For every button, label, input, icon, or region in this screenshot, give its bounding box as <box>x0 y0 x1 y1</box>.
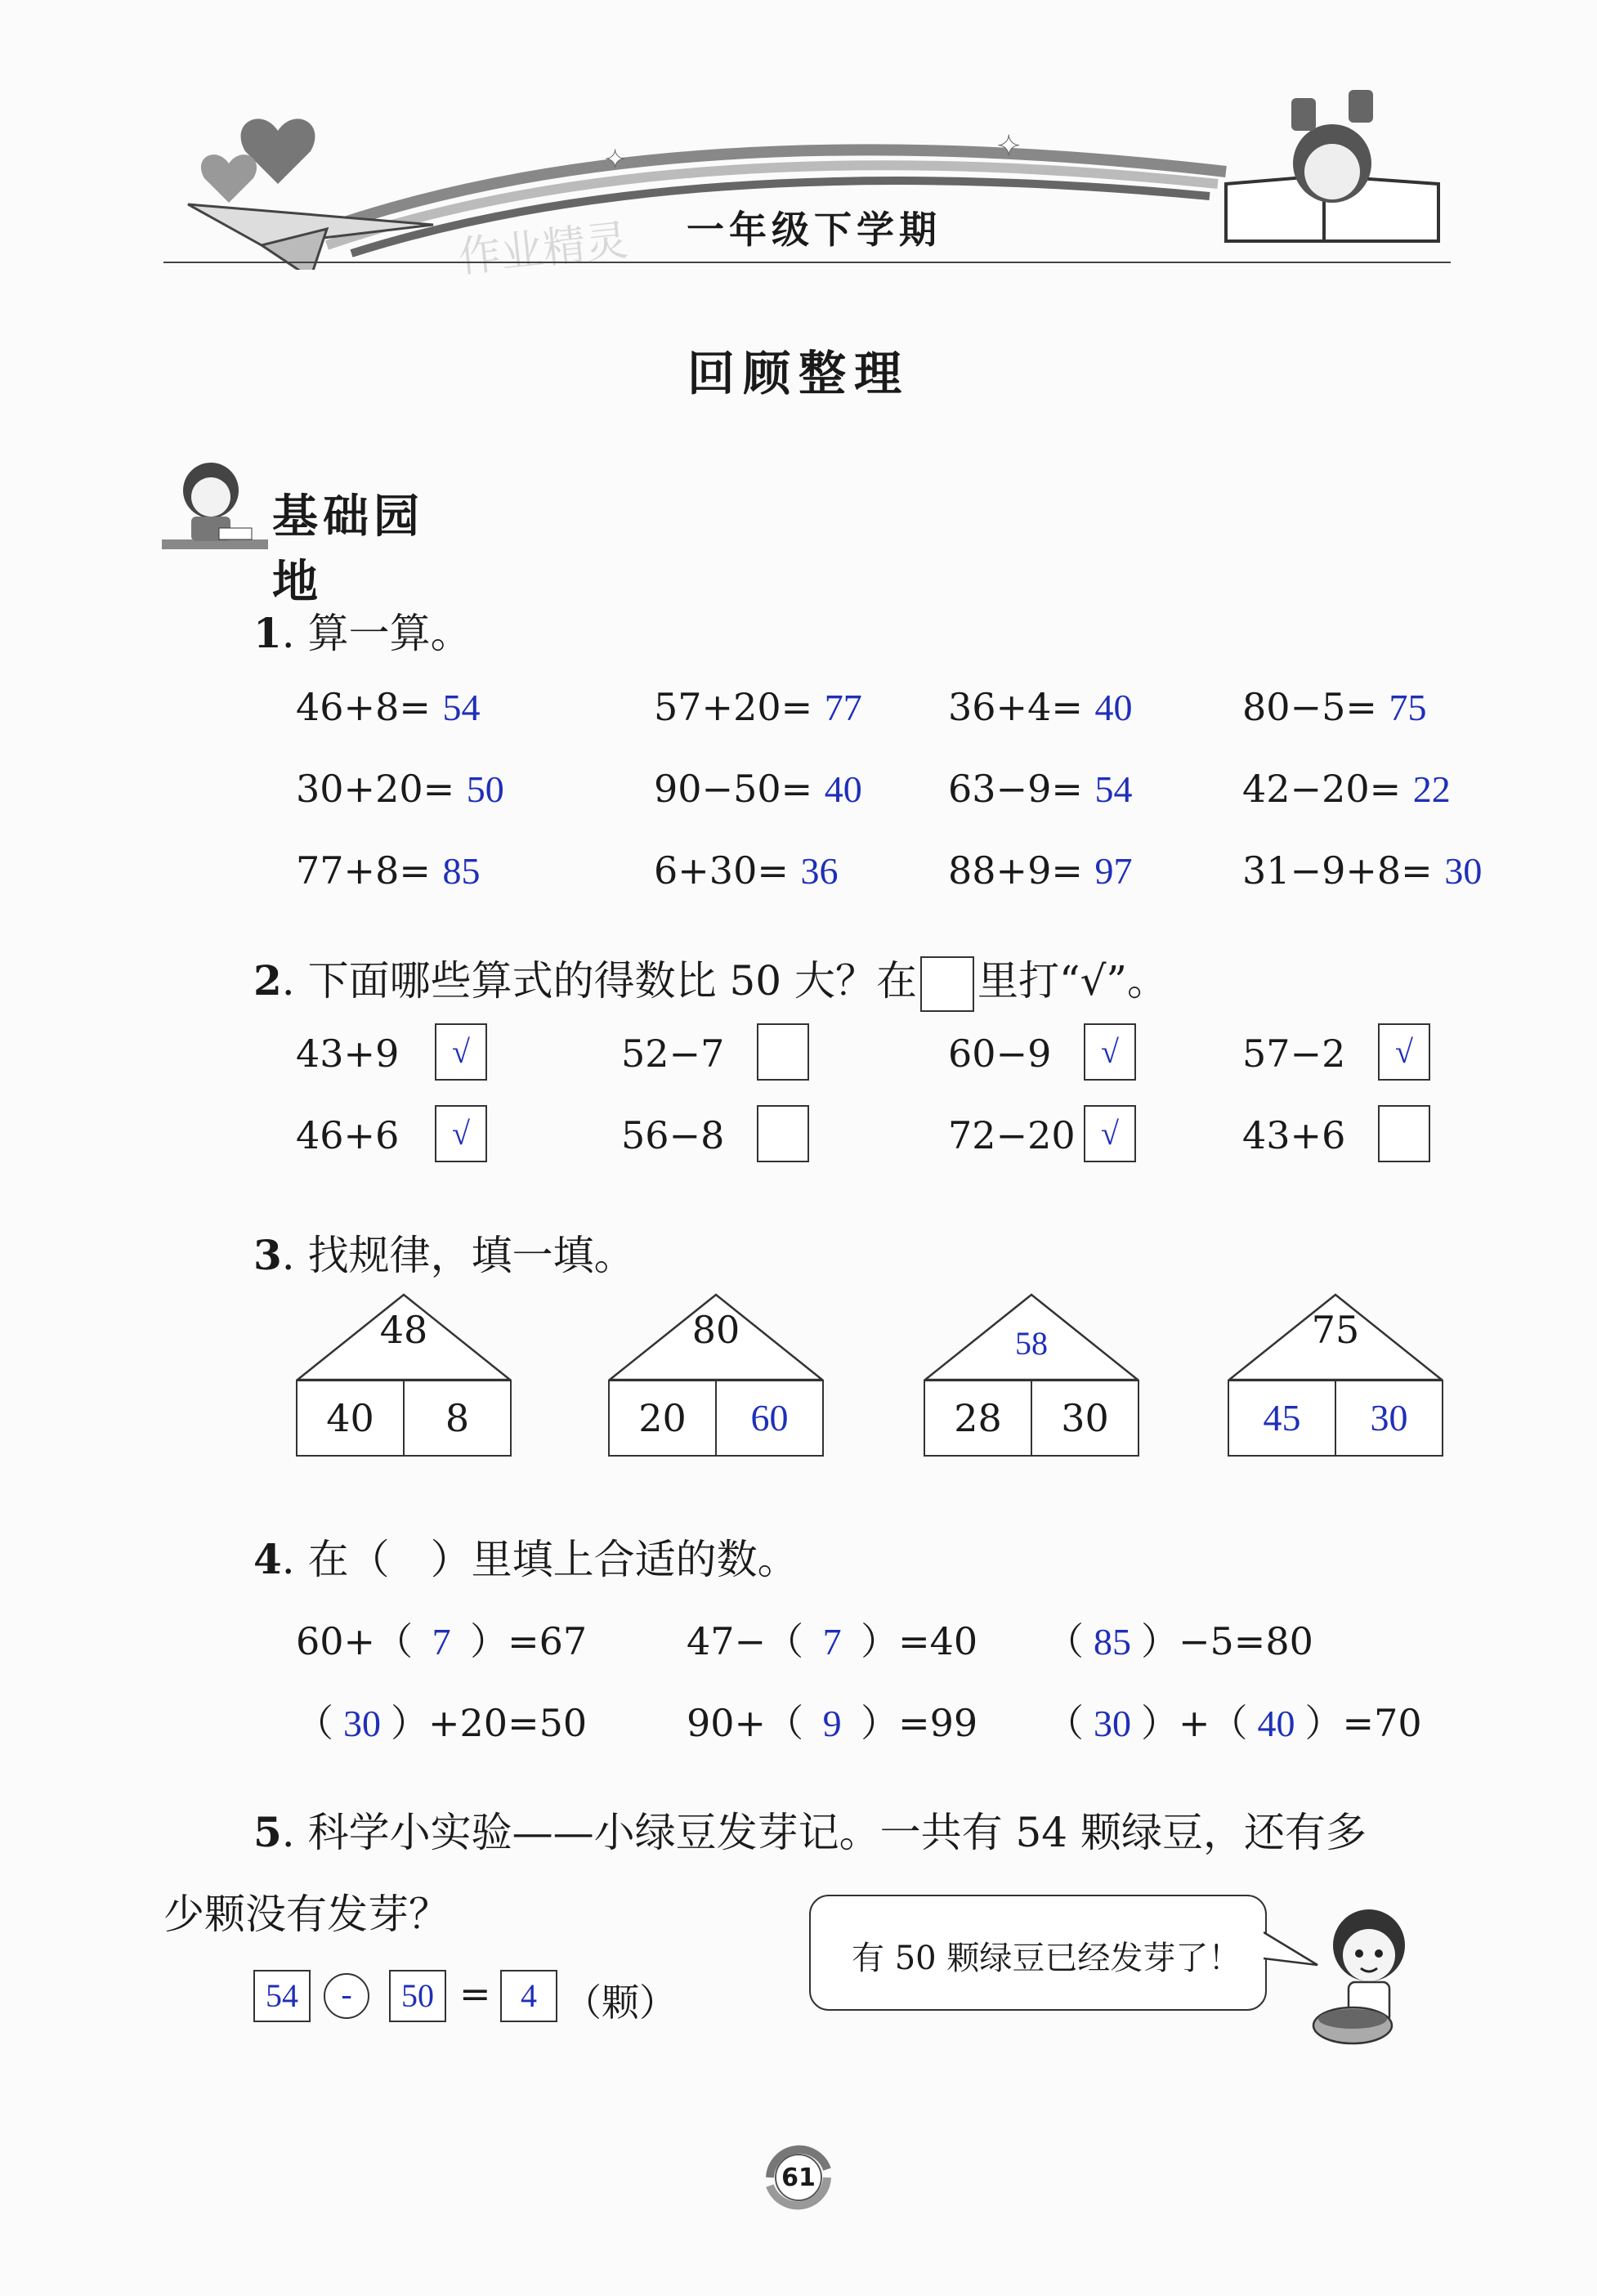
speech-bubble <box>809 1895 1267 2011</box>
q1-answer: 40 <box>824 768 862 810</box>
q4-item: （ 30 ）+20=50 <box>296 1701 588 1745</box>
q1-answer: 50 <box>466 768 504 810</box>
house-top-number: 48 <box>379 1308 428 1352</box>
q4-answer: 85 <box>1094 1621 1131 1663</box>
house-right-cell: 60 <box>715 1381 822 1455</box>
q1-answer: 36 <box>800 850 839 892</box>
q4-item: 60+（ 7 ）=67 <box>296 1619 588 1663</box>
q2-expr: 57−2 <box>1242 1032 1346 1076</box>
house-right-cell: 30 <box>1335 1381 1442 1455</box>
q2-sample-box <box>920 956 974 1012</box>
q5-operator-circle[interactable]: - <box>324 1973 369 2019</box>
girl-with-beans-icon <box>1308 1904 1430 2068</box>
q5-box-result[interactable]: 4 <box>500 1970 557 2022</box>
house-left-cell: 45 <box>1263 1397 1301 1439</box>
q1-number: 1 <box>253 609 282 657</box>
page-number: 61 <box>781 2164 816 2192</box>
q2-expr: 43+6 <box>1242 1113 1346 1157</box>
q1-answer: 54 <box>442 687 481 728</box>
q2-checkbox[interactable]: √ <box>435 1023 487 1081</box>
house-right-cell: 8 <box>403 1381 510 1455</box>
q4-answer: 9 <box>822 1703 842 1744</box>
section-header <box>162 458 440 609</box>
q1-item: 77+8= 85 <box>296 848 481 893</box>
q5-line1: 5. 科学小实验——小绿豆发芽记。一共有 54 颗绿豆，还有多 <box>253 1808 1367 1856</box>
q1-answer: 30 <box>1444 850 1483 892</box>
q3-heading: 3. 找规律，填一填。 <box>253 1231 635 1279</box>
house-base <box>1228 1380 1443 1457</box>
q5-unit: （颗） <box>564 1980 677 2025</box>
q5-equals: = <box>459 1972 491 2016</box>
house-top-number: 58 <box>1015 1325 1048 1362</box>
q5-box-a[interactable]: 54 <box>253 1970 311 2022</box>
q1-item: 90−50= 40 <box>654 767 862 811</box>
q1-item: 80−5= 75 <box>1242 685 1427 729</box>
q1-heading: 1. 算一算。 <box>253 609 472 657</box>
q1-answer: 97 <box>1094 850 1133 892</box>
q2-checkbox[interactable]: √ <box>1084 1105 1136 1162</box>
header-rule <box>163 262 1451 263</box>
house-base <box>608 1380 824 1457</box>
q4-item: 47−（ 7 ）=40 <box>687 1619 978 1663</box>
q4-answer: 30 <box>343 1703 381 1744</box>
q1-answer: 85 <box>442 850 481 892</box>
q4-item: （ 85 ）−5=80 <box>1046 1619 1313 1663</box>
house-base <box>296 1380 512 1457</box>
q1-item: 36+4= 40 <box>948 685 1133 729</box>
q2-checkbox[interactable]: √ <box>1084 1023 1136 1081</box>
svg-text:✦: ✦ <box>997 130 1021 163</box>
q4-answer: 7 <box>432 1621 451 1663</box>
q1-item: 46+8= 54 <box>296 685 481 729</box>
header-title: 一年级下学期 <box>687 208 942 252</box>
page-title: 回顾整理 <box>687 346 910 401</box>
q2-checkbox[interactable] <box>757 1023 809 1081</box>
q1-item: 63−9= 54 <box>948 767 1133 811</box>
q2-expr: 46+6 <box>296 1113 400 1157</box>
q2-checkbox[interactable] <box>1378 1105 1430 1162</box>
q4-item: （ 30 ）+（ 40 ）=70 <box>1046 1701 1422 1745</box>
q5-line2: 少颗没有发芽？ <box>163 1891 450 1938</box>
q4-answer: 30 <box>1094 1703 1131 1744</box>
q2-title-part2: 里打“√”。 <box>977 957 1168 1005</box>
q1-item: 57+20= 77 <box>654 685 862 729</box>
house-left-cell: 28 <box>954 1396 1002 1440</box>
q4-answer: 40 <box>1257 1703 1295 1744</box>
q2-expr: 56−8 <box>621 1113 725 1157</box>
q2-title-part1: 下面哪些算式的得数比 50 大？在 <box>307 957 918 1005</box>
q4-answer: 7 <box>822 1621 842 1663</box>
q1-item: 31−9+8= 30 <box>1242 848 1483 893</box>
q2-expr: 43+9 <box>296 1032 400 1076</box>
q1-item: 88+9= 97 <box>948 848 1133 893</box>
house-right-cell: 30 <box>1031 1381 1138 1455</box>
q1-answer: 54 <box>1094 768 1133 810</box>
q4-number: 4 <box>253 1535 282 1583</box>
q1-answer: 40 <box>1094 687 1133 728</box>
house-left-cell: 40 <box>326 1396 374 1440</box>
q5-box-b[interactable]: 50 <box>389 1970 446 2022</box>
q1-title: 算一算。 <box>307 610 472 657</box>
q1-item: 42−20= 22 <box>1242 767 1451 811</box>
q2-checkbox[interactable]: √ <box>435 1105 487 1162</box>
q5-number: 5 <box>253 1808 282 1856</box>
speech-text: 有 50 颗绿豆已经发芽了！ <box>852 1940 1241 1977</box>
q4-heading: 4. 在（ ）里填上合适的数。 <box>253 1535 798 1583</box>
q2-expr: 52−7 <box>621 1032 725 1076</box>
house-top-number: 75 <box>1311 1308 1360 1352</box>
q5-text-line1: 科学小实验——小绿豆发芽记。一共有 54 颗绿豆，还有多 <box>307 1809 1367 1856</box>
q2-number: 2 <box>253 956 282 1005</box>
q4-item: 90+（ 9 ）=99 <box>687 1701 978 1745</box>
section-title: 基础园地 <box>272 490 424 609</box>
q1-item: 30+20= 50 <box>296 767 504 811</box>
q1-answer: 22 <box>1412 768 1451 810</box>
q1-answer: 77 <box>824 687 862 728</box>
q2-checkbox[interactable]: √ <box>1378 1023 1430 1081</box>
q3-title: 找规律，填一填。 <box>307 1232 635 1279</box>
house-left-cell: 20 <box>638 1396 687 1440</box>
q1-item: 6+30= 36 <box>654 848 839 893</box>
house-base <box>924 1380 1139 1457</box>
q2-expr: 72−20 <box>948 1113 1076 1157</box>
q2-checkbox[interactable] <box>757 1105 809 1162</box>
q4-title: 在（ ）里填上合适的数。 <box>307 1536 798 1583</box>
house-top-number: 80 <box>691 1308 740 1352</box>
watermark: 作业精灵 <box>456 216 631 283</box>
q3-number: 3 <box>253 1231 282 1279</box>
q2-expr: 60−9 <box>948 1032 1052 1076</box>
q2-heading: 2. 下面哪些算式的得数比 50 大？在 里打“√”。 <box>253 948 1168 1012</box>
svg-text:✦: ✦ <box>605 145 626 174</box>
q1-answer: 75 <box>1389 687 1427 728</box>
girl-writing-icon <box>162 458 268 556</box>
